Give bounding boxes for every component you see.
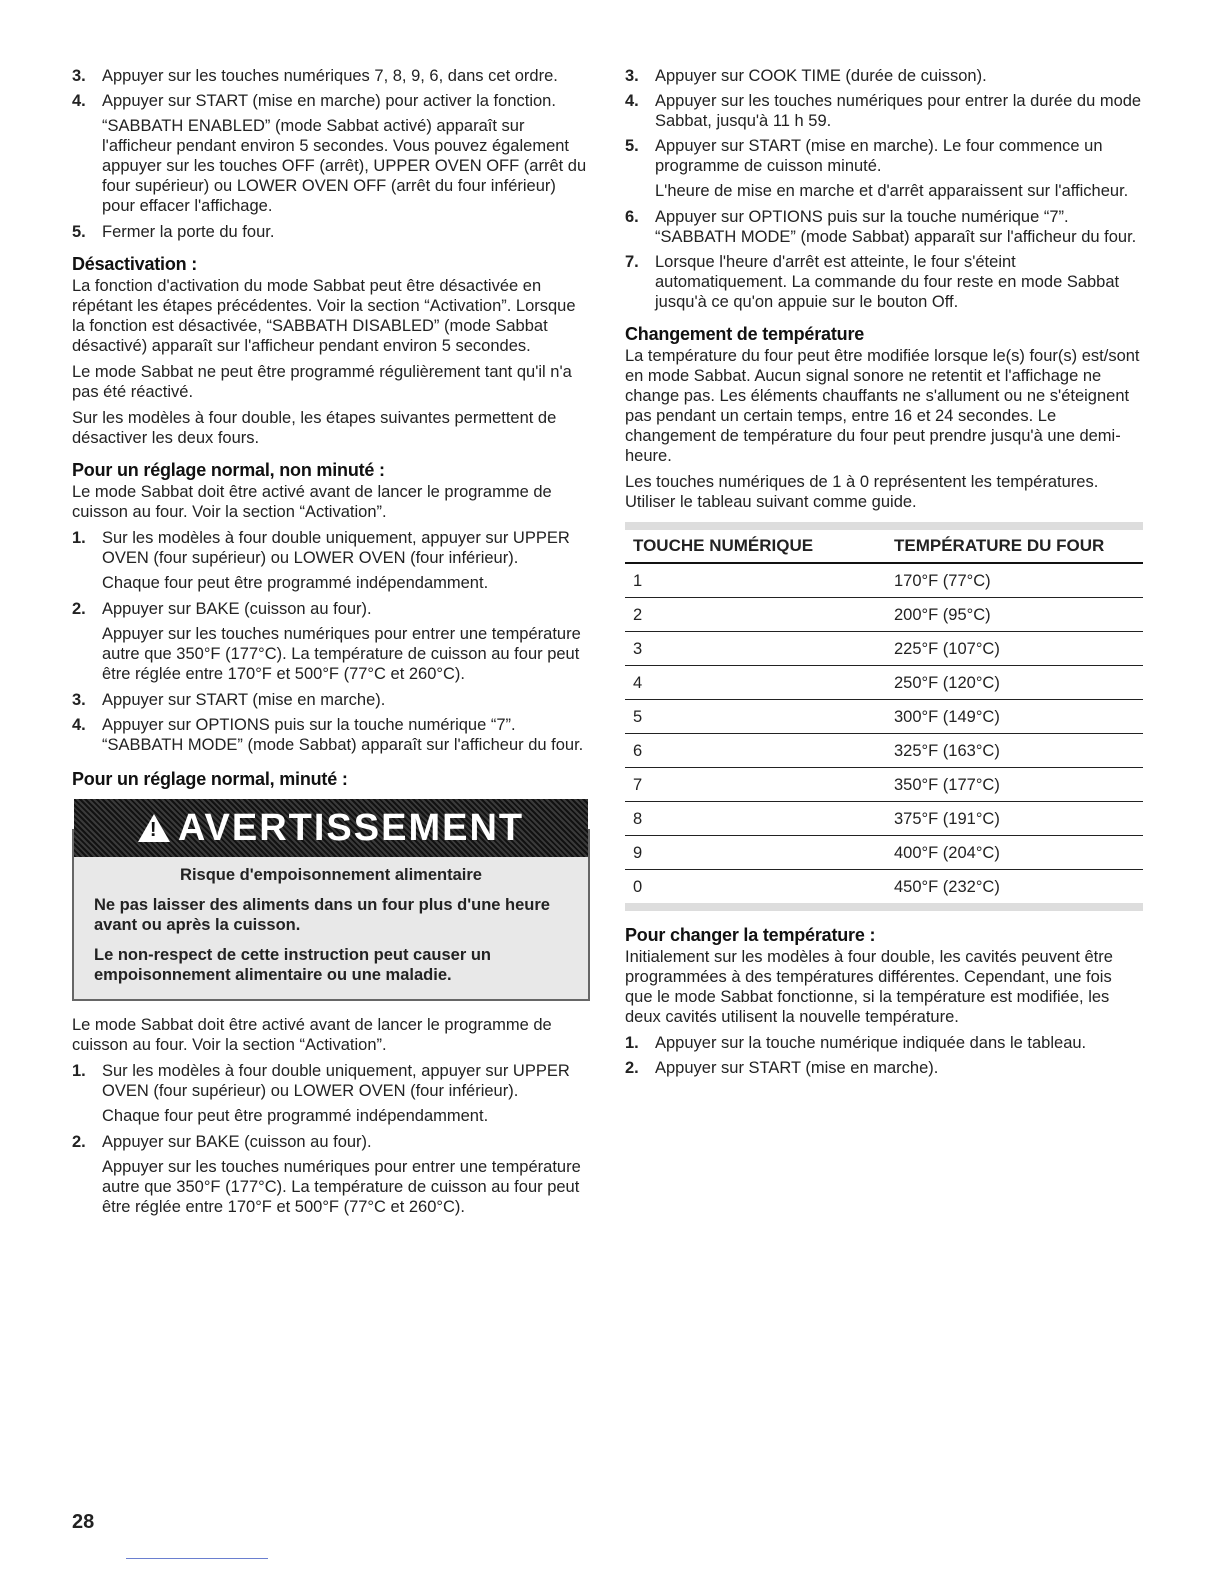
key-cell: 4: [625, 666, 886, 700]
warning-body: [74, 857, 588, 999]
heading-desactivation: Désactivation :: [72, 254, 198, 274]
step-2: 2. Appuyer sur BAKE (cuisson au four).: [72, 1133, 372, 1151]
step-note: L'heure de mise en marche et d'arrêt apparaissent sur l'afficheur.: [655, 182, 1129, 200]
step-3: 3. Appuyer sur START (mise en marche).: [72, 691, 386, 709]
key-cell: 9: [625, 836, 886, 870]
column-header: TEMPÉRATURE DU FOUR: [886, 526, 1143, 563]
paragraph: Les touches numériques de 1 à 0 représentent les températures. Utiliser le tableau suivant comme guide.: [625, 473, 1099, 511]
column-header: TOUCHE NUMÉRIQUE: [625, 526, 886, 563]
paragraph: Le mode Sabbat ne peut être programmé régulièrement tant qu'il n'a pas été réactivé.: [72, 363, 572, 401]
step-4: 4. Appuyer sur les touches numériques pour entrer la durée du mode Sabbat, jusqu'à 11 h 59.: [625, 92, 1142, 130]
temp-cell: 200°F (95°C): [886, 598, 1143, 632]
step-1: 1. Sur les modèles à four double uniquement, appuyer sur UPPER OVEN (four supérieur) ou LOWER OVEN (four inférieur).: [72, 1062, 570, 1100]
key-cell: 6: [625, 734, 886, 768]
right-column: [625, 66, 1143, 1083]
key-cell: 5: [625, 700, 886, 734]
table-header-row: [625, 526, 1143, 563]
step-3: 3. Appuyer sur COOK TIME (durée de cuisson).: [625, 67, 987, 85]
step-5: 5. Appuyer sur START (mise en marche). Le four commence un programme de cuisson minuté.: [625, 137, 1103, 175]
step-1: 1. Appuyer sur la touche numérique indiquée dans le tableau.: [625, 1034, 1087, 1052]
table-row: [625, 802, 1143, 836]
warning-title: Risque d'empoisonnement alimentaire: [180, 866, 482, 884]
paragraph: Le mode Sabbat doit être activé avant de lancer le programme de cuisson au four. Voir la section “Activation”.: [72, 483, 552, 521]
heading-changement: Changement de température: [625, 324, 865, 344]
temp-cell: 375°F (191°C): [886, 802, 1143, 836]
table-row: [625, 870, 1143, 908]
key-cell: 8: [625, 802, 886, 836]
warning-label: AVERTISSEMENT: [177, 807, 525, 849]
warning-header: [74, 799, 588, 857]
step-6: 6. Appuyer sur OPTIONS puis sur la touche numérique “7”. “SABBATH MODE” (mode Sabbat) apparaît sur l'afficheur du four.: [625, 208, 1137, 246]
heading-normal-non-minute: Pour un réglage normal, non minuté :: [72, 460, 385, 480]
temp-cell: 350°F (177°C): [886, 768, 1143, 802]
key-cell: 2: [625, 598, 886, 632]
temp-cell: 250°F (120°C): [886, 666, 1143, 700]
warning-triangle-icon: [138, 814, 170, 842]
table-row: [625, 768, 1143, 802]
step-note: “SABBATH ENABLED” (mode Sabbat activé) apparaît sur l'afficheur pendant environ 5 secondes. Vous pouvez également appuyer sur les touches OFF (arrêt), UPPER OVEN OFF (arrêt du four supérieur) ou LOWER OVEN OFF (arrêt du four inférieur) pour effacer l'affichage.: [102, 117, 587, 215]
paragraph: La fonction d'activation du mode Sabbat peut être désactivée en répétant les étapes précédentes. Voir la section “Activation”. Lorsque la fonction est désactivée, “SABBATH DISABLED” (mode Sabbat désactivé) apparaît sur l'afficheur pendant environ 5 secondes.: [72, 277, 576, 355]
key-cell: 7: [625, 768, 886, 802]
temp-cell: 170°F (77°C): [886, 563, 1143, 598]
step-3: 3. Appuyer sur les touches numériques 7, 8, 9, 6, dans cet ordre.: [72, 67, 558, 85]
step-4: 4. Appuyer sur OPTIONS puis sur la touche numérique “7”. “SABBATH MODE” (mode Sabbat) apparaît sur l'afficheur du four.: [72, 716, 584, 754]
temperature-table: [625, 522, 1143, 911]
table-row: [625, 632, 1143, 666]
paragraph: Initialement sur les modèles à four double, les cavités peuvent être programmées à des températures différentes. Cependant, une fois que le mode Sabbat fonctionne, si la température est modifiée, les deux cavités utilisent la nouvelle température.: [625, 948, 1113, 1026]
step-note: Chaque four peut être programmé indépendamment.: [102, 1107, 489, 1125]
key-cell: 1: [625, 563, 886, 598]
step-2: 2. Appuyer sur START (mise en marche).: [625, 1059, 939, 1077]
table-row: [625, 734, 1143, 768]
step-1: 1. Sur les modèles à four double uniquement, appuyer sur UPPER OVEN (four supérieur) ou LOWER OVEN (four inférieur).: [72, 529, 570, 567]
temp-cell: 325°F (163°C): [886, 734, 1143, 768]
table-row: [625, 666, 1143, 700]
heading-pour-changer: Pour changer la température :: [625, 925, 876, 945]
step-5: 5. Fermer la porte du four.: [72, 223, 275, 241]
paragraph: Le mode Sabbat doit être activé avant de lancer le programme de cuisson au four. Voir la section “Activation”.: [72, 1016, 552, 1054]
footer-rule: [126, 1558, 268, 1559]
step-7: 7. Lorsque l'heure d'arrêt est atteinte, le four s'éteint automatiquement. La commande du four reste en mode Sabbat jusqu'à ce qu'on appuie sur le bouton Off.: [625, 253, 1120, 311]
temp-cell: 225°F (107°C): [886, 632, 1143, 666]
temp-cell: 300°F (149°C): [886, 700, 1143, 734]
key-cell: 0: [625, 870, 886, 908]
paragraph: Sur les modèles à four double, les étapes suivantes permettent de désactiver les deux fours.: [72, 409, 557, 447]
left-column: [72, 66, 590, 1223]
table-row: [625, 598, 1143, 632]
step-note: Chaque four peut être programmé indépendamment.: [102, 574, 489, 592]
table-row: [625, 700, 1143, 734]
warning-line: Le non-respect de cette instruction peut causer un empoisonnement alimentaire ou une maladie.: [94, 946, 491, 984]
warning-box: [72, 807, 590, 1001]
heading-normal-minute: Pour un réglage normal, minuté :: [72, 769, 348, 789]
step-4: 4. Appuyer sur START (mise en marche) pour activer la fonction.: [72, 92, 556, 110]
steps-a: [72, 66, 590, 242]
temp-cell: 450°F (232°C): [886, 870, 1143, 908]
step-note: Appuyer sur les touches numériques pour entrer une température autre que 350°F (177°C). La température de cuisson au four peut être réglée entre 170°F et 500°F (77°C et 260°C).: [102, 625, 581, 683]
table-row: [625, 563, 1143, 598]
step-note: Appuyer sur les touches numériques pour entrer une température autre que 350°F (177°C). La température de cuisson au four peut être réglée entre 170°F et 500°F (77°C et 260°C).: [102, 1158, 581, 1216]
paragraph: La température du four peut être modifiée lorsque le(s) four(s) est/sont en mode Sabbat. Aucun signal sonore ne retentit et l'affichage ne change pas. Les éléments chauffants ne s'allument ou ne s'éteignent pas pendant un certain temps, entre 16 et 24 secondes. Le changement de température du four peut prendre jusqu'à une demi-heure.: [625, 347, 1140, 465]
warning-line: Ne pas laisser des aliments dans un four plus d'une heure avant ou après la cuisson.: [94, 896, 550, 934]
key-cell: 3: [625, 632, 886, 666]
temp-cell: 400°F (204°C): [886, 836, 1143, 870]
step-2: 2. Appuyer sur BAKE (cuisson au four).: [72, 600, 372, 618]
page-number: 28: [72, 1511, 95, 1533]
table-row: [625, 836, 1143, 870]
